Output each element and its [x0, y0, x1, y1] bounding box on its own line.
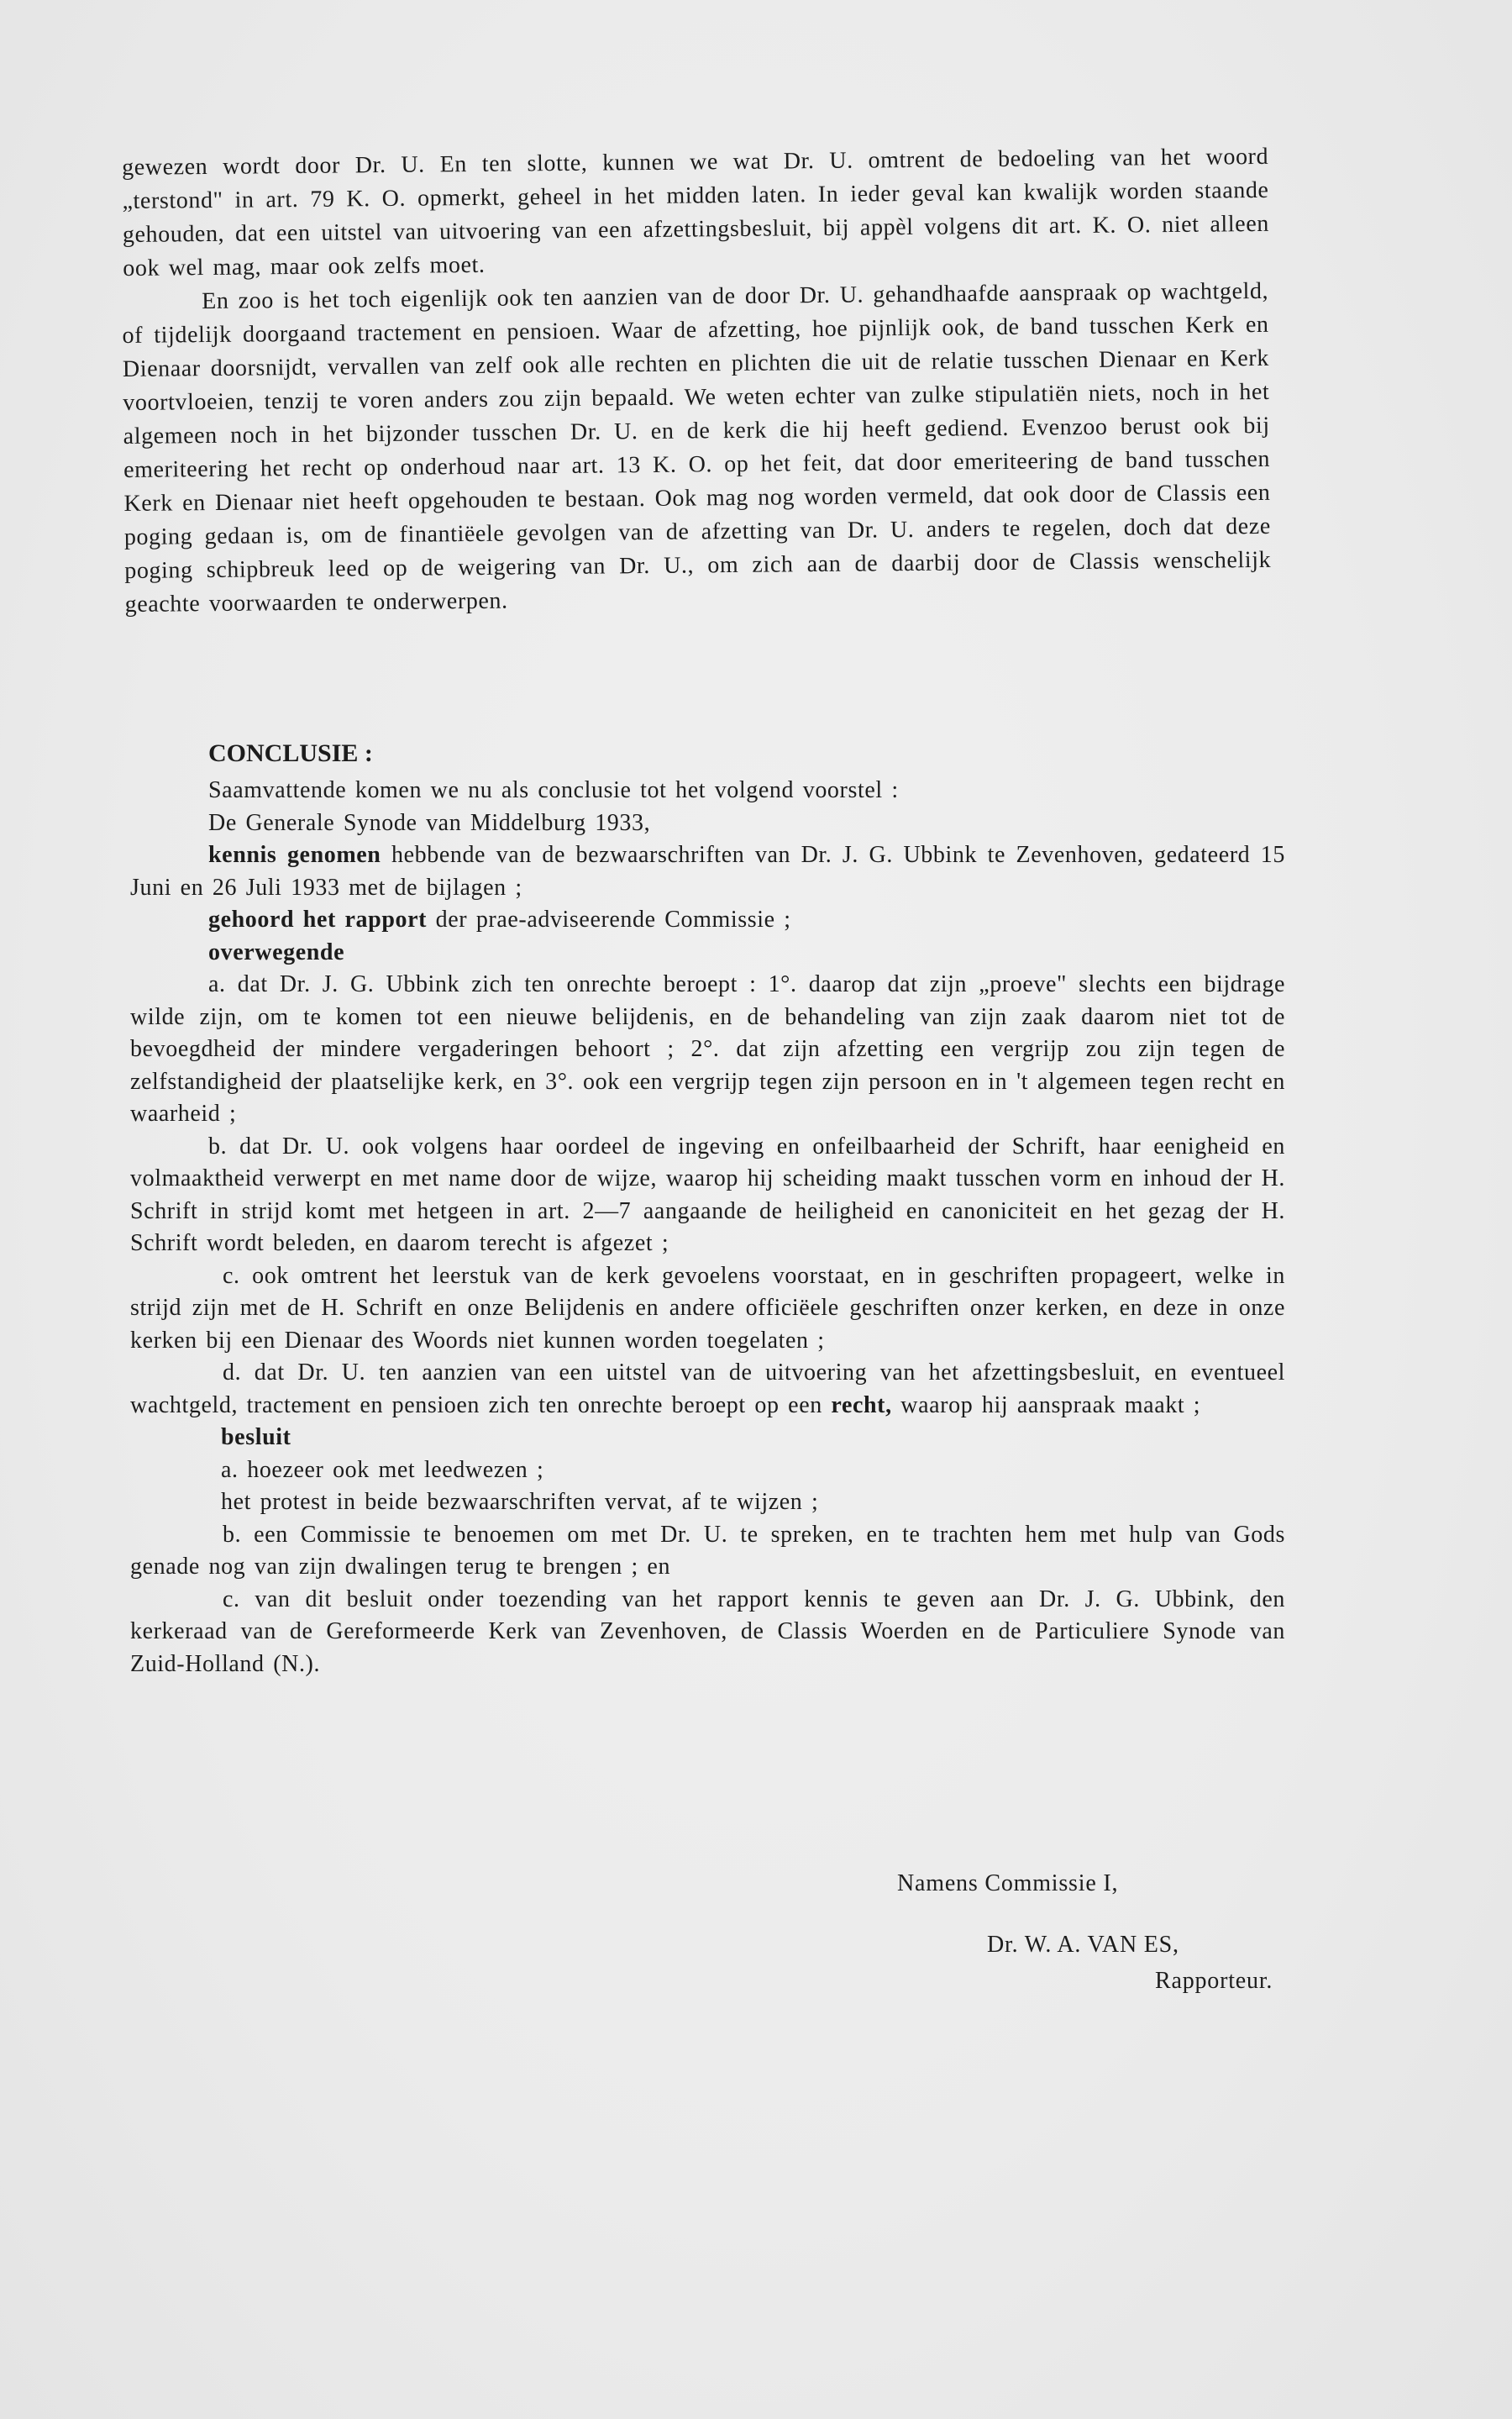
consideration-c: c. ook omtrent het leerstuk van de kerk gevoelens voorstaat, en in geschriften propageert, welke in strijd zijn met de H. Schrift en onze Belijdenis en andere officiëele geschriften onzer kerken, en deze in onze kerken bij een Dienaar des Woords niet kunnen worden toegelaten ;	[130, 1262, 1285, 1354]
gehoord-bold: gehoord het rapport	[208, 907, 428, 933]
kennis-genomen-text: hebbende van de bezwaarschriften van Dr. J. G. Ubbink te Zevenhoven, gedateerd 15 Juni en 26 Juli 1933 met de bijlagen ;	[130, 842, 1285, 901]
overwegende-label	[130, 937, 1285, 970]
consideration-b: b. dat Dr. U. ook volgens haar oordeel de ingeving en onfeilbaarheid der Schrift, haar eenigheid en volmaaktheid verwerpt en met name door de wijze, waarop hij scheiding maakt tusschen vorm en inhoud der H. Schrift in strijd komt met hetgeen in art. 2—7 aangaande de heiligheid en canoniciteit en het gezag der H. Schrift wordt beleden, en daarom terecht is afgezet ;	[130, 1133, 1285, 1256]
recht-bold: recht,	[831, 1391, 892, 1418]
consideration-d	[130, 1357, 1285, 1422]
signature-committee: Namens Commissie I,	[897, 1870, 1119, 1896]
gehoord-clause	[130, 904, 1285, 937]
consideration-a: a. dat Dr. J. G. Ubbink zich ten onrechte beroept : 1°. daarop dat zijn „proeve" slechts een bijdrage wilde zijn, om te komen tot een nieuwe belijdenis, en de behandeling van zijn zaak daarom niet tot de bevoegdheid der mindere vergaderingen behoort ; 2°. dat zijn afzetting een vergrijp zou zijn tegen de zelfstandigheid der plaatselijke kerk, en 3°. ook een vergrijp tegen zijn persoon en in 't algemeen tegen recht en waarheid ;	[130, 971, 1285, 1127]
conclusion-intro-line: Saamvattende komen we nu als conclusie tot het volgend voorstel :	[208, 777, 899, 803]
resolution-b: b. een Commissie te benoemen om met Dr. U. te spreken, en te trachten hem met hulp van Gods genade nog van zijn dwalingen terug te brengen ; en	[130, 1521, 1285, 1580]
consideration-d-pre: d. dat Dr. U. ten aanzien van een uitstel van de uitvoering van het afzettingsbesluit, en eventueel wachtgeld, tractement en pensioen zich ten onrechte beroept op een	[130, 1359, 1285, 1418]
resolution-c: c. van dit besluit onder toezending van het rapport kennis te geven aan Dr. J. G. Ubbink, den kerkeraad van de Gereformeerde Kerk van Zevenhoven, de Classis Woerden en de Particuliere Synode van Zuid-Holland (N.).	[130, 1585, 1285, 1677]
overwegende-bold: overwegende	[208, 939, 345, 965]
besluit-label	[130, 1422, 1285, 1454]
intro-paragraph-1: gewezen wordt door Dr. U. En ten slotte, kunnen we wat Dr. U. omtrent de bedoeling van het woord „terstond" in art. 79 K. O. opmerkt, geheel in het midden laten. In ieder geval kan kwalijk worden staande gehouden, dat een uitstel van uitvoering van een afzettingsbesluit, bij appèl volgens dit art. K. O. niet alleen ook wel mag, maar ook zelfs moet.	[122, 143, 1270, 281]
synod-line: De Generale Synode van Middelburg 1933,	[208, 809, 651, 836]
besluit-bold: besluit	[221, 1424, 291, 1450]
resolution-a-continued: het protest in beide bezwaarschriften vervat, af te wijzen ;	[221, 1489, 819, 1515]
signature-name: Dr. W. A. VAN ES,	[987, 1932, 1179, 1958]
consideration-d-post: waarop hij aanspraak maakt ;	[891, 1391, 1201, 1418]
conclusion-heading: CONCLUSIE :	[208, 739, 373, 767]
kennis-genomen-bold: kennis genomen	[208, 842, 381, 868]
gehoord-text: der prae-adviseerende Commissie ;	[427, 907, 791, 933]
conclusion-body	[130, 775, 1285, 1680]
signature-role: Rapporteur.	[1155, 1968, 1273, 1994]
resolution-a: a. hoezeer ook met leedwezen ;	[221, 1456, 544, 1483]
intro-paragraph-2: En zoo is het toch eigenlijk ook ten aanzien van de door Dr. U. gehandhaafde aanspraak op wachtgeld, of tijdelijk doorgaand tractement en pensioen. Waar de afzetting, hoe pijnlijk ook, de band tusschen Kerk en Dienaar doorsnijdt, vervallen van zelf ook alle rechten en plichten die uit de relatie tusschen Dienaar en Kerk voortvloeien, tenzij te voren anders zou zijn bepaald. We weten echter van zulke stipulatiën niets, noch in het algemeen noch in het bijzonder tusschen Dr. U. en de kerk die hij heeft gediend. Evenzoo berust ook bij emeriteering het recht op onderhoud naar art. 13 K. O. op het feit, dat door emeriteering de band tusschen Kerk en Dienaar niet heeft opgehouden te bestaan. Ook mag nog worden vermeld, dat ook door de Classis een poging gedaan is, om de finantiëele gevolgen van de afzetting van Dr. U. anders te regelen, doch dat deze poging schipbreuk leed op de weigering van Dr. U., om zich aan de daarbij door de Classis wenschelijk geachte voorwaarden te onderwerpen.	[122, 277, 1272, 618]
kennis-genomen-clause	[130, 839, 1285, 904]
